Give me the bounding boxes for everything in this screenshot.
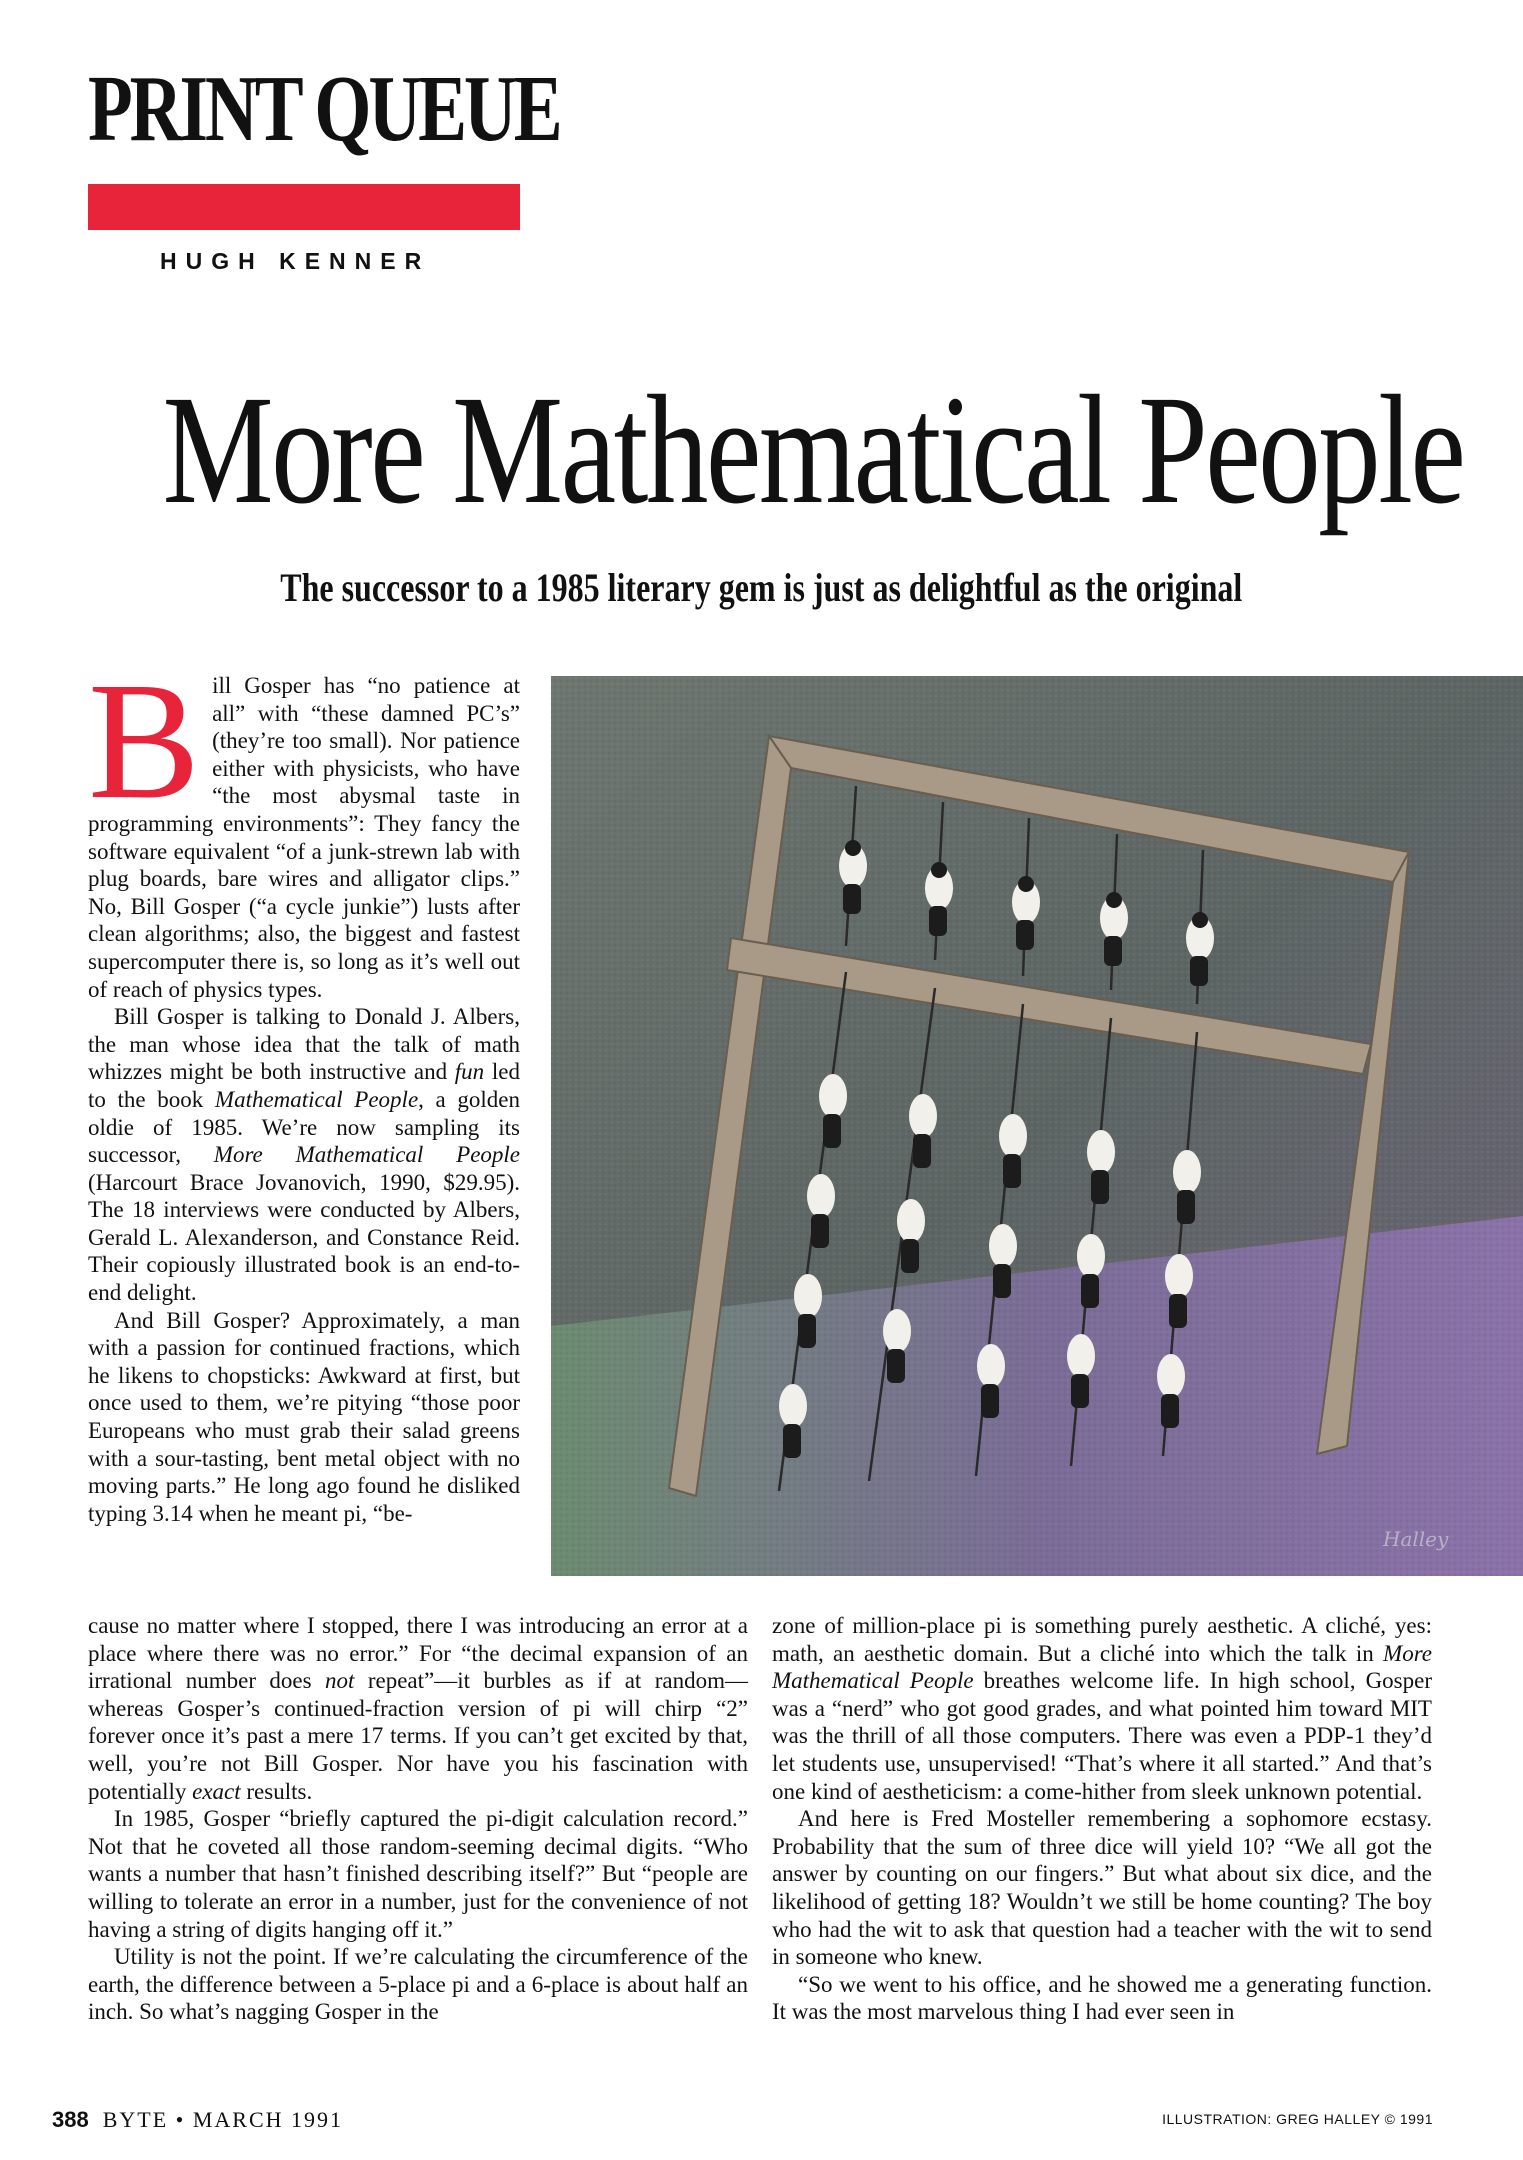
body-column-bottom-left bbox=[88, 1612, 748, 2026]
paragraph: cause no matter where I stopped, there I was introducing an error at a place where there was no error.” For “the decimal expansion of an irrational number does not repeat”—it burbles as if at random—whereas Gosper’s continued-fraction version of pi will chirp “2” forever once it’s past a mere 17 terms. If you can’t get excited by that, well, you’re not Bill Gosper. Nor have you his fascination with potentially exact results. bbox=[88, 1613, 748, 1804]
author-byline: HUGH KENNER bbox=[160, 248, 431, 274]
page-number: 388 bbox=[52, 2107, 89, 2132]
abacus-illustration bbox=[551, 676, 1523, 1576]
paragraph: Bill Gosper is talking to Donald J. Albers, the man whose idea that the talk of math whizzes might be both instructive and fun led to the book Mathematical People, a golden oldie of 1985. We’re now sampling its successor, More Mathematical People (Harcourt Brace Jovanovich, 1990, $29.95). The 18 interviews were conducted by Albers, Gerald L. Alexanderson, and Constance Reid. Their copiously illustrated book is an end-to-end delight. bbox=[88, 1004, 521, 1306]
paragraph: zone of million-place pi is something purely aesthetic. A cliché, yes: math, an aesthetic domain. But a cliché into which the talk in More Mathematical People breathes welcome life. In high school, Gosper was a “nerd” who got good grades, and what pointed him toward MIT was the thrill of all those computers. There was even a PDP-1 they’d let students use, unsupervised! “That’s where it all started.” And that’s one kind of aestheticism: a come-hither from sleek unknown potential. bbox=[772, 1613, 1432, 1804]
footer-folio bbox=[52, 2107, 343, 2133]
paragraph: Utility is not the point. If we’re calculating the circumference of the earth, the difference between a 5-place pi and a 6-place is about half an inch. So what’s nagging Gosper in the bbox=[88, 1944, 748, 2025]
deck bbox=[0, 565, 1523, 610]
body-column-bottom-right bbox=[772, 1612, 1432, 2026]
section-red-bar bbox=[88, 184, 520, 230]
illustration-credit: ILLUSTRATION: GREG HALLEY © 1991 bbox=[1162, 2111, 1433, 2127]
paragraph: And Bill Gosper? Approximately, a man with a passion for continued fractions, which he likens to chopsticks: Awkward at first, but once used to them, we’re pitying “those poor Europeans who must grab their salad greens with a sour-tasting, bent metal object with no moving parts.” He long ago found he disliked typing 3.14 when he meant pi, “be- bbox=[88, 1307, 520, 1526]
paragraph: “So we went to his office, and he showed me a generating function. It was the most marvelous thing I had ever seen in bbox=[772, 1971, 1432, 2025]
drop-cap: B bbox=[88, 648, 201, 834]
artist-signature: Halley bbox=[1383, 1527, 1449, 1551]
paragraph: Bill Gosper has “no patience at all” with “these damned PC’s” (they’re too small). Nor patience either with physicists, who have “the most abysmal taste in programming environments”: They fancy the software equivalent “of a junk-strewn lab with plug boards, bare wires and alligator clips.” No, Bill Gosper (“a cycle junkie”) lusts after clean algorithms; also, the biggest and fastest supercomputer there is, so long as it’s well out of reach of physics types. bbox=[88, 648, 520, 1002]
paragraph: In 1985, Gosper “briefly captured the pi-digit calculation record.” Not that he coveted all those random-seeming decimal digits. “Who wants a number that hasn’t finished describing itself?” But “people are willing to tolerate an error in a number, just for the convenience of not having a string of digits hanging off it.” bbox=[88, 1806, 748, 1942]
body-column-left bbox=[88, 648, 521, 1527]
headline bbox=[0, 363, 1523, 536]
deck-text: The successor to a 1985 literary gem is just as delightful as the original bbox=[280, 565, 1243, 610]
headline-text: More Mathematical People bbox=[162, 363, 1464, 536]
section-title: PRINT QUEUE bbox=[88, 57, 560, 161]
publication-date: BYTE • MARCH 1991 bbox=[102, 2107, 344, 2132]
paragraph: And here is Fred Mosteller remembering a sophomore ecstasy. Probability that the sum of three dice will yield 10? “We all got the answer by counting on our fingers.” But what about six dice, and the likelihood of getting 18? Wouldn’t we still be home counting? The boy who had the wit to ask that question had a teacher with the wit to send in someone who knew. bbox=[772, 1806, 1432, 1970]
